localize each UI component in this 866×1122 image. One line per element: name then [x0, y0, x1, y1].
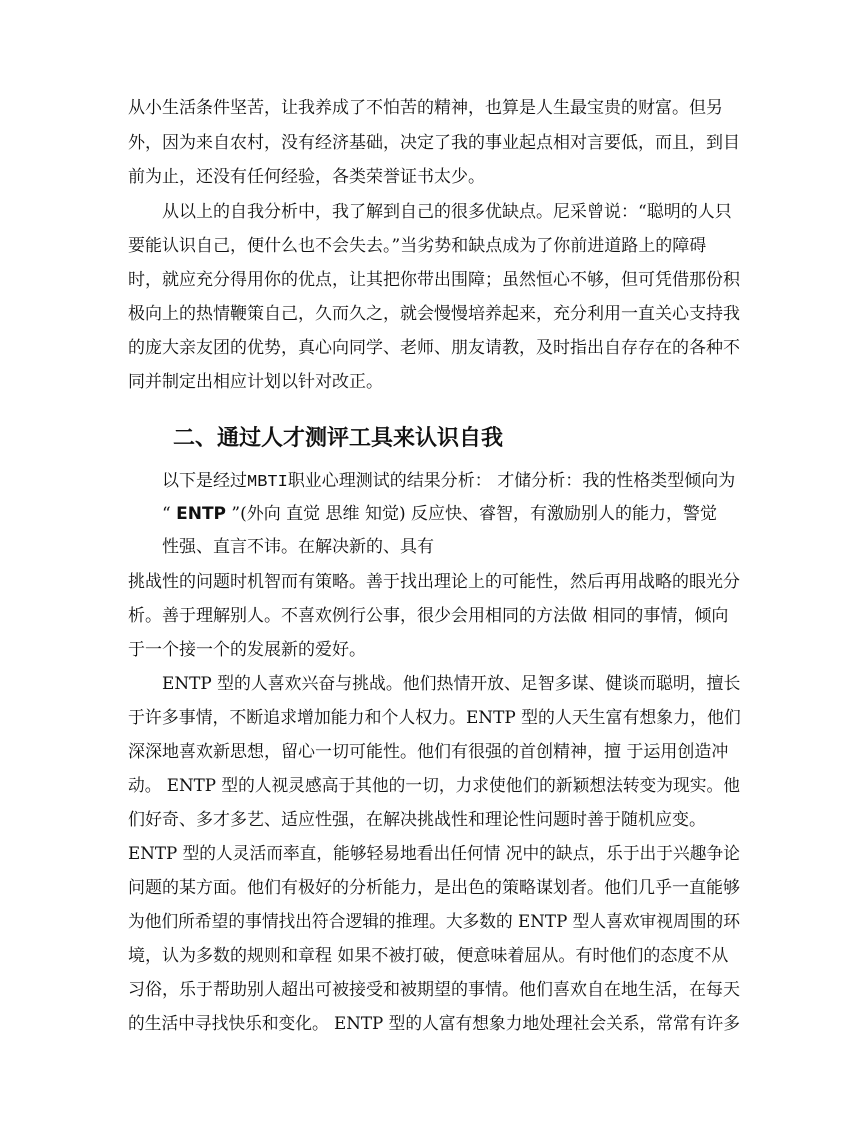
paragraph-1-line-1: 从小生活条件坚苦，让我养成了不怕苦的精神，也算是人生最宝贵的财富。但另: [128, 98, 723, 118]
paragraph-2-line-1: 从以上的自我分析中，我了解到自己的很多优缺点。尼采曾说：“聪明的人只: [162, 202, 732, 222]
entp-line-9: 境，认为多数的规则和章程 如果不被打破，便意味着屈从。有时他们的态度不从: [128, 946, 729, 966]
mbti-line-2: [162, 503, 717, 525]
mbti-line-2-open-quote: “: [162, 504, 177, 524]
entp-line-2: 于许多事情，不断追求增加能力和个人权力。ENTP 型的人天生富有想象力，他们: [128, 708, 741, 728]
entp-line-4: 动。 ENTP 型的人视灵感高于其他的一切，力求使他们的新颖想法转变为现实。他: [128, 776, 740, 796]
paragraph-2-line-5: 的庞大亲友团的优势，真心向同学、老师、朋友请教，及时指出自存存在的各种不: [128, 338, 740, 358]
mbti-line-2-rest: ”(外向 直觉 思维 知觉) 反应快、睿智，有激励别人的能力，警觉: [226, 504, 717, 524]
entp-line-10: 习俗，乐于帮助别人超出可被接受和被期望的事情。他们喜欢自在地生活，在每天: [128, 980, 740, 1000]
mbti-line-1-rest: 职业心理测试的结果分析： 才储分析：我的性格类型倾向为: [287, 471, 736, 491]
entp-line-7: 问题的某方面。他们有极好的分析能力，是出色的策略谋划者。他们几乎一直能够: [128, 878, 740, 898]
entp-line-3: 深深地喜欢新思想，留心一切可能性。他们有很强的首创精神，擅 于运用创造冲: [128, 742, 729, 762]
mbti-line-3: 性强、直言不讳。在解决新的、具有: [162, 537, 434, 557]
mbti-line-1-prefix: 以下是经过: [162, 471, 247, 491]
paragraph-2-line-4: 极向上的热情鞭策自己，久而久之，就会慢慢培养起来，充分利用一直关心支持我: [128, 304, 740, 324]
paragraph-2-line-6: 同并制定出相应计划以针对改正。: [128, 372, 383, 392]
mbti-line-5: 析。善于理解别人。不喜欢例行公事，很少会用相同的方法做 相同的事情，倾向: [128, 606, 729, 626]
entp-line-8: 为他们所希望的事情找出符合逻辑的推理。大多数的 ENTP 型人喜欢审视周围的环: [128, 912, 740, 932]
mbti-code: MBTI: [247, 473, 288, 492]
entp-line-6: ENTP 型的人灵活而率直，能够轻易地看出任何情 况中的缺点，乐于出于兴趣争论: [128, 844, 740, 864]
paragraph-1-line-3: 前为止，还没有任何经验，各类荣誉证书太少。: [128, 167, 485, 187]
mbti-line-1: [162, 470, 735, 494]
personality-type: ENTP: [176, 504, 227, 524]
paragraph-1-line-2: 外，因为来自农村，没有经济基础，决定了我的事业起点相对言要低，而且，到目: [128, 133, 740, 153]
paragraph-2-line-2: 要能认识自己，便什么也不会失去。”当劣势和缺点成为了你前进道路上的障碍: [128, 236, 707, 256]
entp-line-1: ENTP 型的人喜欢兴奋与挑战。他们热情开放、足智多谋、健谈而聪明，擅长: [162, 674, 741, 694]
mbti-line-4: 挑战性的问题时机智而有策略。善于找出理论上的可能性，然后再用战略的眼光分: [128, 572, 740, 592]
entp-line-5: 们好奇、多才多艺、适应性强，在解决挑战性和理论性问题时善于随机应变。: [128, 810, 706, 830]
section-heading: 二、通过人才测评工具来认识自我: [173, 426, 504, 451]
entp-line-11: 的生活中寻找快乐和变化。 ENTP 型的人富有想象力地处理社会关系，常常有许多: [128, 1014, 740, 1034]
paragraph-2-line-3: 时，就应充分得用你的优点，让其把你带出围障；虽然恒心不够，但可凭借那份积: [128, 270, 740, 290]
mbti-line-6: 于一个接一个的发展新的爱好。: [128, 640, 366, 660]
